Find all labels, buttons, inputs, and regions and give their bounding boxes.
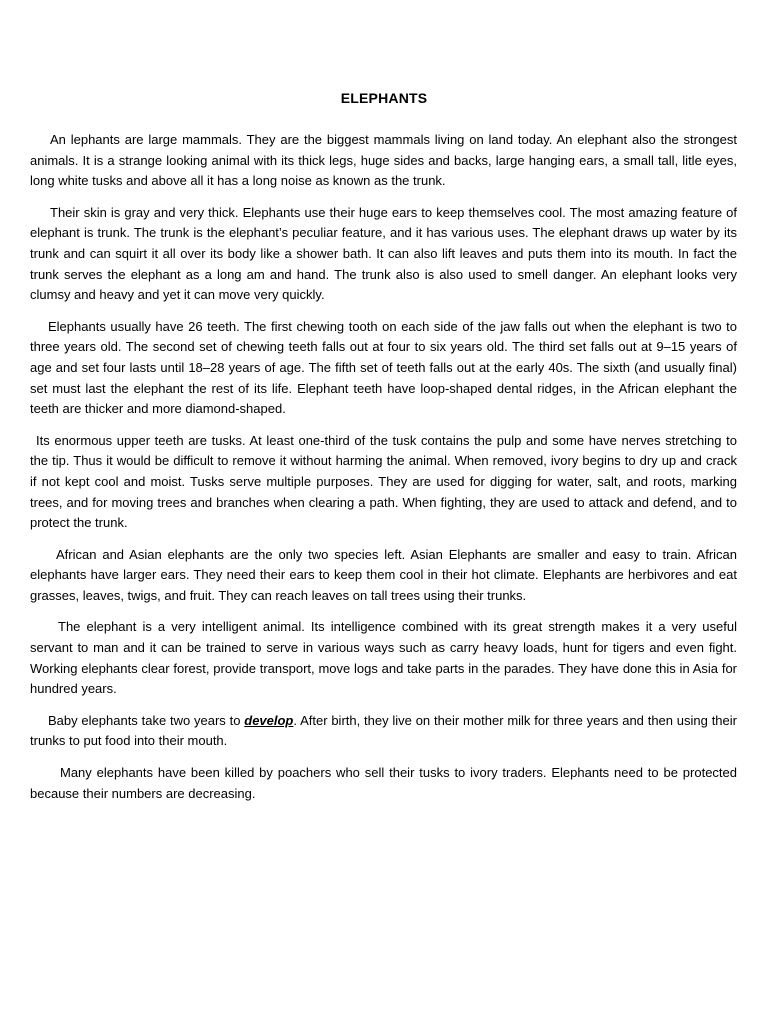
paragraph-1: An lephants are large mammals. They are the biggest mammals living on land today. An elephant also the strongest animals. It is a strange looking animal with its thick legs, huge sides and backs, large hanging ears, a small tall, litle eyes, long white tusks and above all it has a long noise as known as the trunk. xyxy=(30,132,737,189)
document-title: ELEPHANTS xyxy=(340,90,428,106)
paragraph-2: Their skin is gray and very thick. Elephants use their huge ears to keep themselves cool. The most amazing feature of elephant is trunk. The trunk is the elephant’s peculiar feature, and it has various uses. The elephant draws up water by its trunk and can squirt it all over its body like a shower bath. It can also lift leaves and puts them into its mouth. In fact the trunk serves the elephant as a long am and hand. The trunk also is also used to smell danger. An elephant looks very clumsy and heavy and yet it can move very quickly. xyxy=(30,204,737,303)
paragraph-7-end: . After birth, they live on their mother milk for three years and then using their trunks to put food into their mouth. xyxy=(30,712,737,749)
emphasized-word-develop: develop xyxy=(244,712,294,728)
paragraph-5: African and Asian elephants are the only two species left. Asian Elephants are smaller and easy to train. African elephants have larger ears. They need their ears to keep them cool in their hot climate. Elephants are herbivores and eat grasses, leaves, twigs, and fruit. They can reach leaves on tall trees using their trunks. xyxy=(30,546,737,603)
paragraph-3: Elephants usually have 26 teeth. The first chewing tooth on each side of the jaw falls out when the elephant is two to three years old. The second set of chewing teeth falls out at four to six years old. The third set falls out at 9–15 years of age and set four lasts until 18–28 years of age. The fifth set of teeth falls out at the early 40s. The sixth (and usually final) set must last the elephant the rest of its life. Elephant teeth have loop-shaped dental ridges, in the African elephant the teeth are thicker and more diamond-shaped. xyxy=(30,318,737,417)
paragraph-7-start: Baby elephants take two years to xyxy=(48,712,245,728)
paragraph-7 xyxy=(30,711,737,752)
document-body xyxy=(30,130,737,815)
paragraph-6: The elephant is a very intelligent animal. Its intelligence combined with its great strength makes it a very useful servant to man and it can be trained to serve in various ways such as carry heavy loads, hunt for tigers and even fight. Working elephants clear forest, provide transport, move logs and take parts in the parades. They have done this in Asia for hundred years. xyxy=(30,619,737,697)
paragraph-4: Its enormous upper teeth are tusks. At least one-third of the tusk contains the pulp and some have nerves stretching to the tip. Thus it would be difficult to remove it without harming the animal. When removed, ivory begins to dry up and crack if not kept cool and moist. Tusks serve multiple purposes. They are used for digging for water, salt, and roots, marking trees, and for moving trees and branches when clearing a path. When fighting, they are used to attack and defend, and to protect the trunk. xyxy=(30,432,737,531)
paragraph-8: Many elephants have been killed by poachers who sell their tusks to ivory traders. Elephants need to be protected because their numbers are decreasing. xyxy=(30,765,737,801)
